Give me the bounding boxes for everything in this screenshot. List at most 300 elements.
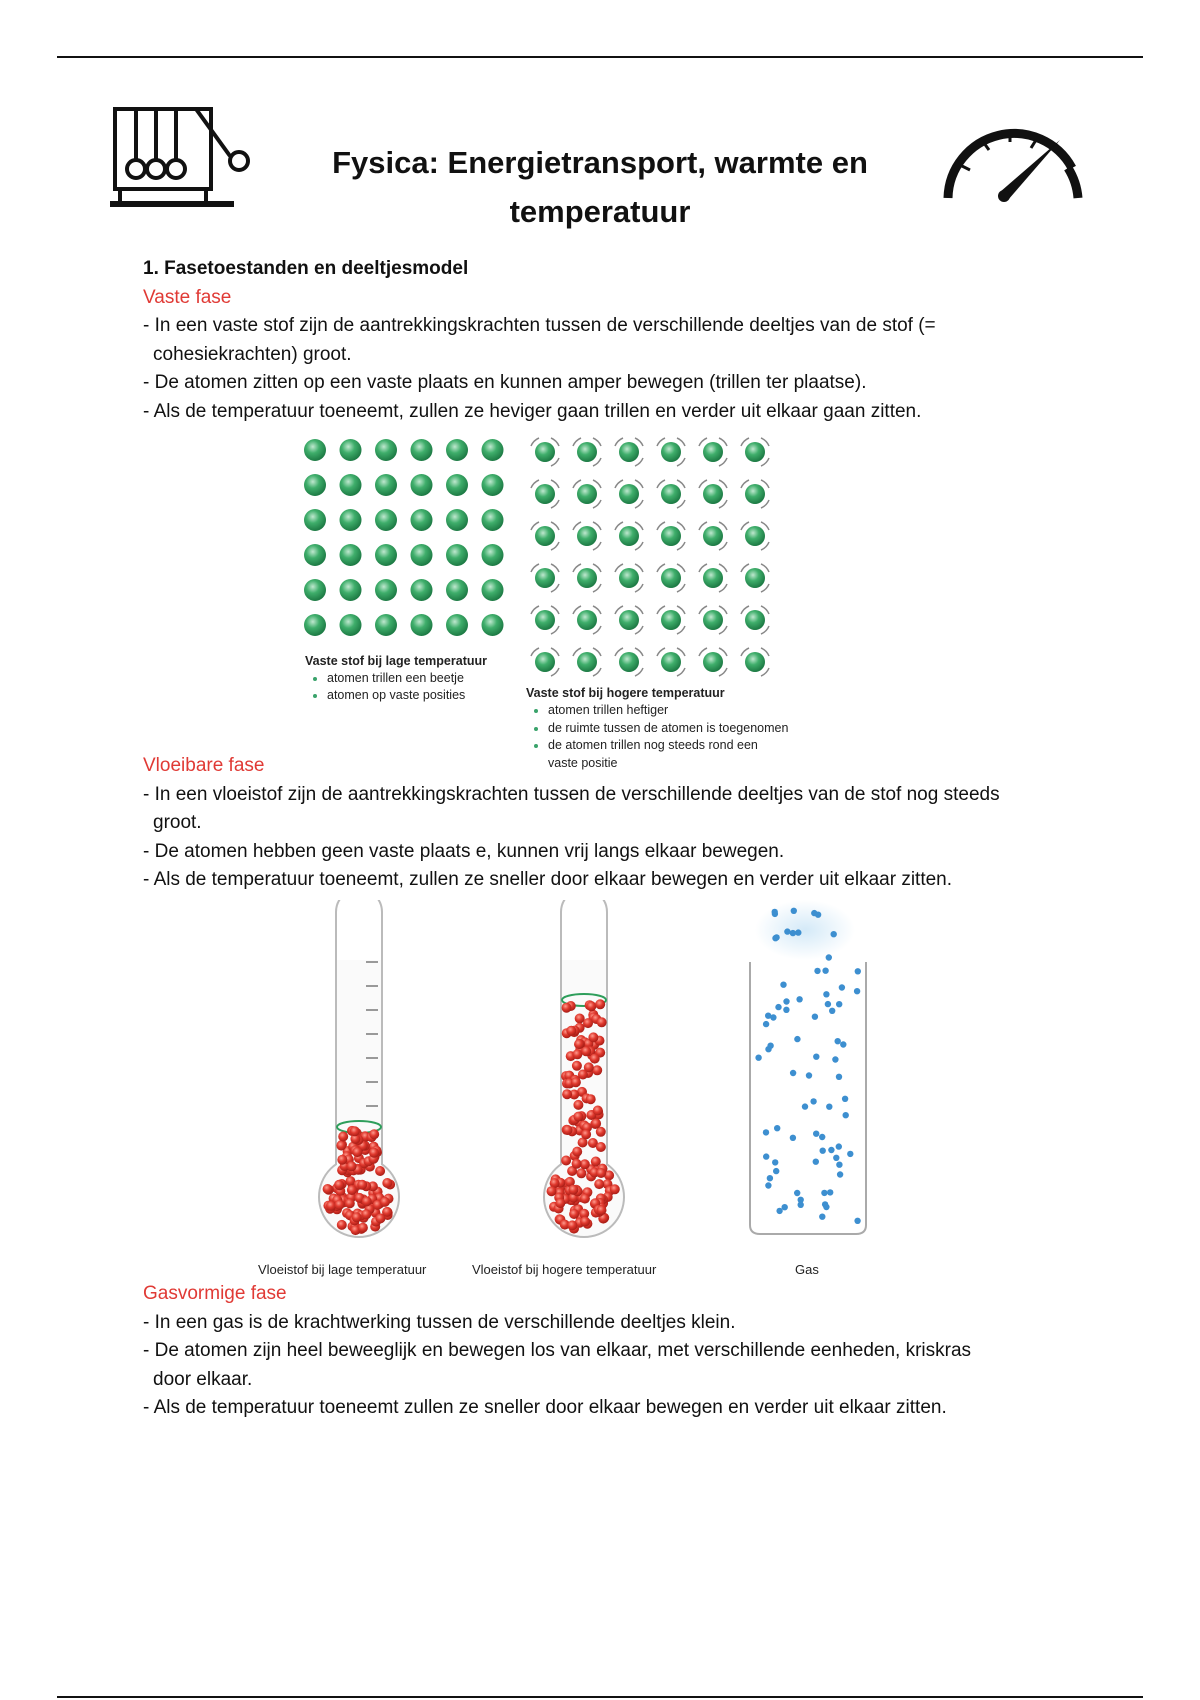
particle: [581, 1129, 591, 1139]
particle: [567, 1220, 577, 1230]
vibration-mark: [551, 500, 559, 508]
vibration-mark: [657, 480, 665, 488]
atom: [745, 652, 765, 672]
particle: [825, 1001, 831, 1007]
atom: [535, 442, 555, 462]
vibration-mark: [761, 564, 769, 572]
particle: [588, 1032, 598, 1042]
vibration-mark: [593, 500, 601, 508]
particle: [572, 1061, 582, 1071]
particle: [568, 1185, 578, 1195]
vibration-mark: [699, 606, 707, 614]
atom: [535, 610, 555, 630]
atom: [577, 610, 597, 630]
particle: [791, 908, 797, 914]
vibration-mark: [657, 522, 665, 530]
atom: [535, 568, 555, 588]
solid-heading: Vaste fase: [143, 286, 232, 308]
particle: [572, 1049, 582, 1059]
particle: [583, 1018, 593, 1028]
vibration-mark: [615, 648, 623, 656]
particle: [352, 1147, 362, 1157]
particle: [369, 1148, 379, 1158]
particle: [580, 1217, 590, 1227]
atom: [577, 484, 597, 504]
list-item: • atomen trillen heftiger: [548, 702, 826, 720]
particle: [772, 935, 778, 941]
particle: [823, 991, 829, 997]
atom: [661, 568, 681, 588]
vibration-mark: [761, 668, 769, 676]
vibration-mark: [719, 564, 727, 572]
vibration-mark: [615, 480, 623, 488]
vibration-mark: [719, 458, 727, 466]
particle: [336, 1141, 346, 1151]
particle: [597, 1205, 607, 1215]
atom: [375, 509, 397, 531]
particle: [597, 1017, 607, 1027]
list-item: - De atomen zijn heel beweeglijk en bewegen los van elkaar, met verschillende eenheden, kriskras door elkaar.: [143, 1337, 973, 1394]
particle: [810, 1098, 816, 1104]
section-solid: [143, 255, 1043, 426]
vibration-mark: [677, 648, 685, 656]
particle: [596, 1168, 606, 1178]
vibration-mark: [699, 480, 707, 488]
caption-gas: Gas: [795, 1262, 819, 1277]
list-item: - In een vloeistof zijn de aantrekkingskrachten tussen de verschillende deeltjes van de stof nog steeds groot.: [143, 781, 1043, 838]
vibration-mark: [573, 522, 581, 530]
particle: [839, 984, 845, 990]
atom: [375, 579, 397, 601]
vibration-mark: [593, 480, 601, 488]
particle: [369, 1129, 379, 1139]
vibration-mark: [531, 522, 539, 530]
vibration-mark: [677, 564, 685, 572]
bottom-rule: [57, 1696, 1143, 1698]
particle: [773, 1168, 779, 1174]
particle: [827, 1189, 833, 1195]
particle: [790, 1070, 796, 1076]
list-item: • de atomen trillen nog steeds rond een vaste positie: [548, 737, 788, 772]
particle: [335, 1200, 345, 1210]
atom: [375, 614, 397, 636]
particle: [783, 1007, 789, 1013]
atom: [411, 509, 433, 531]
atom: [745, 610, 765, 630]
list-item: - Als de temperatuur toeneemt, zullen ze sneller door elkaar bewegen en verder uit elkaar zitten.: [143, 866, 1043, 895]
section-gas: [143, 1280, 1043, 1423]
newtons-cradle-icon: [110, 106, 260, 212]
particle: [569, 1209, 579, 1219]
particle: [580, 1194, 590, 1204]
caption-title: Vaste stof bij lage temperatuur: [305, 654, 487, 668]
vibration-mark: [657, 648, 665, 656]
atom: [304, 474, 326, 496]
atom: [375, 544, 397, 566]
vibration-mark: [551, 458, 559, 466]
particle: [593, 1106, 603, 1116]
particle: [323, 1184, 333, 1194]
vibration-mark: [635, 500, 643, 508]
particle: [337, 1155, 347, 1165]
vibration-mark: [573, 480, 581, 488]
vibration-mark: [657, 438, 665, 446]
list-item: - De atomen zitten op een vaste plaats en kunnen amper bewegen (trillen ter plaatse).: [143, 369, 1043, 398]
atom: [482, 474, 504, 496]
vibration-mark: [593, 438, 601, 446]
vibration-mark: [635, 458, 643, 466]
vibration-mark: [551, 522, 559, 530]
vibration-mark: [551, 480, 559, 488]
vibration-mark: [677, 606, 685, 614]
particle: [763, 1021, 769, 1027]
atom: [661, 442, 681, 462]
vibration-mark: [761, 584, 769, 592]
particle: [547, 1186, 557, 1196]
particle: [375, 1166, 385, 1176]
vibration-mark: [635, 522, 643, 530]
solid-low-caption: [305, 654, 545, 704]
vibration-mark: [677, 522, 685, 530]
particle: [840, 1041, 846, 1047]
atom: [703, 442, 723, 462]
list-item: - Als de temperatuur toeneemt zullen ze sneller door elkaar bewegen en verder uit elkaar zitten.: [143, 1394, 1043, 1423]
vibration-mark: [593, 458, 601, 466]
particle: [596, 1142, 606, 1152]
particle: [763, 1129, 769, 1135]
particle: [572, 1159, 582, 1169]
particle: [362, 1196, 372, 1206]
particle: [821, 1190, 827, 1196]
particle: [819, 1214, 825, 1220]
title-line-2: temperatuur: [509, 194, 691, 229]
title-line-1: Fysica: Energietransport, warmte en: [332, 145, 868, 180]
vibration-mark: [615, 438, 623, 446]
particle: [574, 1039, 584, 1049]
vibration-mark: [761, 500, 769, 508]
vibration-mark: [551, 668, 559, 676]
particle: [794, 1190, 800, 1196]
atom: [745, 484, 765, 504]
vibration-mark: [615, 564, 623, 572]
vibration-mark: [531, 438, 539, 446]
atom: [340, 614, 362, 636]
vibration-mark: [635, 626, 643, 634]
atom: [661, 610, 681, 630]
vibration-mark: [635, 564, 643, 572]
gas-bullets: [143, 1309, 1043, 1423]
atom: [577, 442, 597, 462]
vibration-mark: [719, 626, 727, 634]
particle: [811, 910, 817, 916]
vibration-mark: [593, 648, 601, 656]
particle: [774, 1125, 780, 1131]
particle: [586, 1001, 596, 1011]
atom: [375, 474, 397, 496]
vibration-mark: [761, 648, 769, 656]
particle: [767, 1175, 773, 1181]
vibration-mark: [677, 542, 685, 550]
vibration-mark: [741, 438, 749, 446]
vibration-mark: [719, 542, 727, 550]
particle: [794, 1036, 800, 1042]
vibration-mark: [551, 542, 559, 550]
particle: [806, 1072, 812, 1078]
vibration-mark: [677, 458, 685, 466]
atom: [535, 526, 555, 546]
atom: [482, 439, 504, 461]
atom: [745, 442, 765, 462]
atom: [619, 442, 639, 462]
atom: [446, 474, 468, 496]
vibration-mark: [531, 564, 539, 572]
particle: [562, 1003, 572, 1013]
particle: [352, 1212, 362, 1222]
vibration-mark: [531, 480, 539, 488]
atom: [375, 439, 397, 461]
page-title: [290, 138, 910, 236]
atom: [482, 544, 504, 566]
particle: [780, 982, 786, 988]
atom: [619, 652, 639, 672]
atom: [703, 484, 723, 504]
atom: [304, 579, 326, 601]
particle: [581, 1046, 591, 1056]
particle: [836, 1162, 842, 1168]
vibration-mark: [615, 522, 623, 530]
particle: [350, 1126, 360, 1136]
gas-heading: Gasvormige fase: [143, 1283, 287, 1304]
particle: [573, 1112, 583, 1122]
particle: [772, 909, 778, 915]
vibration-mark: [741, 564, 749, 572]
particle: [590, 1054, 600, 1064]
caption-list: [305, 670, 545, 704]
particle: [361, 1209, 371, 1219]
vibration-mark: [677, 438, 685, 446]
particle: [555, 1198, 565, 1208]
list-item: • de ruimte tussen de atomen is toegenomen: [548, 720, 826, 738]
list-item: • atomen trillen een beetje: [327, 670, 545, 687]
atom: [577, 568, 597, 588]
vibration-mark: [593, 668, 601, 676]
atom: [340, 439, 362, 461]
particle: [591, 1157, 601, 1167]
vibration-mark: [761, 522, 769, 530]
particle: [572, 1147, 582, 1157]
atom: [340, 544, 362, 566]
vibration-mark: [699, 648, 707, 656]
list-item: - De atomen hebben geen vaste plaats e, kunnen vrij langs elkaar bewegen.: [143, 838, 1043, 867]
vibration-mark: [593, 542, 601, 550]
particle: [812, 1014, 818, 1020]
top-rule: [57, 56, 1143, 58]
atom: [340, 579, 362, 601]
particle: [826, 1104, 832, 1110]
vibration-mark: [761, 438, 769, 446]
particle: [380, 1197, 390, 1207]
atom: [304, 439, 326, 461]
speedometer-icon: [940, 118, 1085, 203]
atom: [619, 610, 639, 630]
vibration-mark: [677, 668, 685, 676]
particle: [847, 1151, 853, 1157]
atom: [446, 614, 468, 636]
atom: [411, 544, 433, 566]
vibration-mark: [573, 648, 581, 656]
atom: [446, 544, 468, 566]
liquid-gas-figure: [300, 900, 900, 1240]
atom: [619, 568, 639, 588]
solid-bullets: [143, 312, 1043, 426]
atom: [304, 509, 326, 531]
particle: [784, 928, 790, 934]
vibration-mark: [761, 626, 769, 634]
particle: [831, 931, 837, 937]
particle: [836, 1143, 842, 1149]
particle: [573, 1100, 583, 1110]
atom: [482, 579, 504, 601]
caption-liquid-high: Vloeistof bij hogere temperatuur: [472, 1262, 657, 1277]
atom: [703, 610, 723, 630]
atom: [304, 614, 326, 636]
atom: [661, 652, 681, 672]
particle: [855, 968, 861, 974]
vibration-mark: [635, 584, 643, 592]
particle: [358, 1223, 368, 1233]
vibration-mark: [657, 564, 665, 572]
liquid-heading: Vloeibare fase: [143, 755, 265, 776]
particle: [382, 1207, 392, 1217]
particle: [813, 1159, 819, 1165]
gas-steam: [755, 900, 855, 960]
atom: [535, 484, 555, 504]
particle: [562, 1089, 572, 1099]
atom: [619, 484, 639, 504]
particle: [347, 1185, 357, 1195]
particle: [795, 929, 801, 935]
particle: [563, 1125, 573, 1135]
vibration-mark: [677, 480, 685, 488]
particle: [842, 1096, 848, 1102]
vibration-mark: [741, 606, 749, 614]
vibration-mark: [741, 522, 749, 530]
vibration-mark: [635, 648, 643, 656]
list-item: - Als de temperatuur toeneemt, zullen ze heviger gaan trillen en verder uit elkaar gaan zitten.: [143, 398, 1043, 427]
atom: [482, 614, 504, 636]
particle: [782, 1204, 788, 1210]
particle: [566, 1026, 576, 1036]
vibration-mark: [593, 522, 601, 530]
particle: [783, 998, 789, 1004]
vibration-mark: [719, 480, 727, 488]
vibration-mark: [573, 606, 581, 614]
particle: [835, 1038, 841, 1044]
vibration-mark: [719, 668, 727, 676]
solid-low-atoms: [304, 439, 504, 636]
particle: [775, 1004, 781, 1010]
atom: [745, 526, 765, 546]
particle: [802, 1103, 808, 1109]
vibration-mark: [635, 668, 643, 676]
list-item: - In een gas is de krachtwerking tussen de verschillende deeltjes klein.: [143, 1309, 1043, 1338]
vibration-mark: [699, 438, 707, 446]
particle: [854, 1218, 860, 1224]
particle: [610, 1184, 620, 1194]
particle: [843, 1112, 849, 1118]
atom: [411, 614, 433, 636]
atom: [340, 509, 362, 531]
vibration-mark: [677, 584, 685, 592]
particle: [813, 1131, 819, 1137]
vibration-mark: [551, 564, 559, 572]
vibration-mark: [551, 648, 559, 656]
atom: [745, 568, 765, 588]
vibration-mark: [615, 606, 623, 614]
particle: [813, 1054, 819, 1060]
vibration-mark: [677, 626, 685, 634]
vibration-mark: [531, 606, 539, 614]
vibration-mark: [573, 438, 581, 446]
vibration-mark: [719, 606, 727, 614]
particle: [819, 1134, 825, 1140]
atom: [619, 526, 639, 546]
solid-lattice-figure: [295, 432, 775, 682]
vibration-mark: [635, 438, 643, 446]
vibration-mark: [573, 564, 581, 572]
atom: [661, 526, 681, 546]
particle: [823, 1204, 829, 1210]
atom: [482, 509, 504, 531]
particle: [829, 1008, 835, 1014]
particle: [767, 1043, 773, 1049]
particle: [776, 1208, 782, 1214]
section-heading: 1. Fasetoestanden en deeltjesmodel: [143, 258, 469, 279]
particle: [755, 1055, 761, 1061]
atom: [703, 526, 723, 546]
particle: [828, 1147, 834, 1153]
vibration-mark: [719, 438, 727, 446]
particle: [765, 1182, 771, 1188]
particle: [594, 1179, 604, 1189]
vibration-mark: [741, 648, 749, 656]
vibration-mark: [699, 564, 707, 572]
section-liquid: [143, 752, 1043, 895]
vibration-mark: [699, 522, 707, 530]
particle: [832, 1056, 838, 1062]
particle: [334, 1180, 344, 1190]
vibration-mark: [635, 480, 643, 488]
particle: [763, 1153, 769, 1159]
atom: [411, 439, 433, 461]
vibration-mark: [593, 564, 601, 572]
particle: [772, 1159, 778, 1165]
atom: [446, 509, 468, 531]
vibration-mark: [593, 606, 601, 614]
particle: [347, 1161, 357, 1171]
vibration-mark: [719, 522, 727, 530]
vibration-mark: [551, 626, 559, 634]
particle: [854, 988, 860, 994]
list-item: • atomen op vaste posities: [327, 687, 545, 704]
atom: [411, 579, 433, 601]
atom: [446, 579, 468, 601]
particle: [345, 1198, 355, 1208]
gas-cylinder: [750, 962, 866, 1234]
solid-high-atoms: [531, 438, 769, 676]
atom: [703, 652, 723, 672]
particle: [836, 1074, 842, 1080]
